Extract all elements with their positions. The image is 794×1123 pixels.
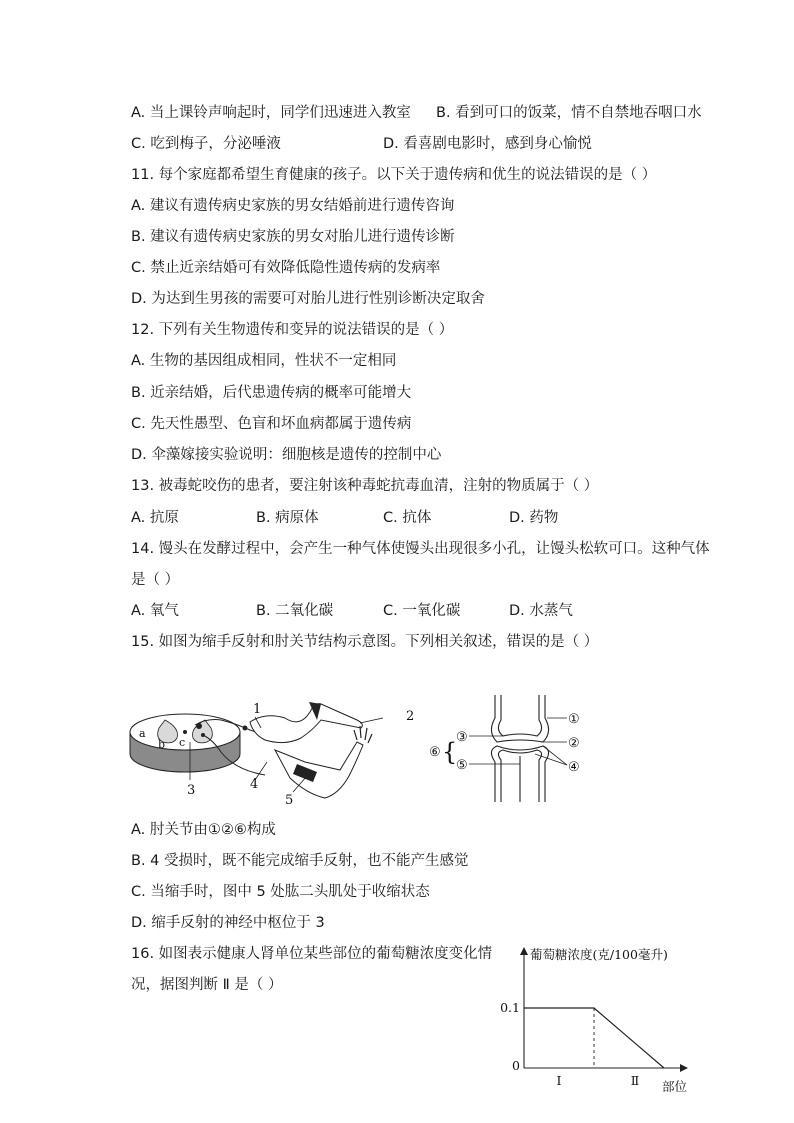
q13-option-a: A. 抗原 [131, 510, 179, 526]
y-axis-arrow [520, 947, 528, 955]
q12-option-d: D. 伞藻嫁接实验说明：细胞核是遗传的控制中心 [131, 447, 442, 463]
q14-stem-continued: 是（ ） [131, 572, 180, 588]
q14-option-d: D. 水蒸气 [509, 603, 573, 619]
q14-option-b: B. 二氧化碳 [256, 603, 334, 619]
glucose-concentration-chart [490, 940, 700, 1100]
joint-label-3: ③ [456, 730, 468, 745]
joint-brace: { [442, 738, 458, 766]
q13-option-b: B. 病原体 [256, 510, 319, 526]
joint-bones [491, 695, 548, 802]
y-tick-label-zero: 0 [512, 1058, 520, 1073]
x-axis-arrow [680, 1064, 688, 1072]
q14-option-c: C. 一氧化碳 [383, 603, 461, 619]
q15-option-a: A. 肘关节由①②⑥构成 [131, 822, 276, 838]
joint-label-5: ⑤ [456, 758, 468, 773]
q15-option-c: C. 当缩手时，图中 5 处肱二头肌处于收缩状态 [131, 884, 430, 900]
q14-stem: 14. 馒头在发酵过程中，会产生一种气体使馒头出现很多小孔，让馒头松软可口。这种气体 [131, 541, 710, 557]
reflex-label-5: 5 [285, 793, 294, 808]
q10-option-c: C. 吃到梅子，分泌唾液 [131, 136, 281, 152]
x-axis-label: 部位 [662, 1079, 688, 1094]
q14-option-a: A. 氧气 [131, 603, 179, 619]
q11-option-a: A. 建议有遗传病史家族的男女结婚前进行遗传咨询 [131, 198, 455, 214]
q13-stem: 13. 被毒蛇咬伤的患者，要注射该种毒蛇抗毒血清，注射的物质属于（ ） [131, 478, 599, 494]
q11-option-c: C. 禁止近亲结婚可有效降低隐性遗传病的发病率 [131, 260, 441, 276]
reflex-label-3: 3 [187, 783, 196, 798]
q11-stem: 11. 每个家庭都希望生育健康的孩子。以下关于遗传病和优生的说法错误的是（ ） [131, 167, 657, 183]
q11-option-d: D. 为达到生男孩的需要可对胎儿进行性别诊断决定取舍 [131, 291, 485, 307]
q15-option-d: D. 缩手反射的神经中枢位于 3 [131, 915, 325, 931]
reflex-label-1: 1 [253, 702, 262, 717]
q12-stem: 12. 下列有关生物遗传和变异的说法错误的是（ ） [131, 322, 454, 338]
q16-stem-continued: 况，据图判断 Ⅱ 是（ ） [131, 977, 283, 993]
joint-label-1: ① [568, 712, 580, 727]
q15-stem: 15. 如图为缩手反射和肘关节结构示意图。下列相关叙述，错误的是（ ） [131, 634, 599, 650]
y-axis-label: 葡萄糖浓度(克/100毫升) [530, 947, 668, 962]
q12-option-b: B. 近亲结婚，后代患遗传病的概率可能增大 [131, 385, 412, 401]
q13-option-c: C. 抗体 [383, 510, 432, 526]
y-tick-label-top: 0.1 [500, 1000, 520, 1015]
joint-label-4: ④ [568, 760, 580, 775]
elbow-joint-figure [425, 690, 595, 810]
x-category-label-2: Ⅱ [630, 1073, 640, 1088]
reflex-label-4: 4 [250, 777, 259, 792]
q12-option-c: C. 先天性愚型、色盲和坏血病都属于遗传病 [131, 416, 412, 432]
q13-option-d: D. 药物 [509, 510, 559, 526]
q12-option-a: A. 生物的基因组成相同，性状不一定相同 [131, 353, 397, 369]
q11-option-b: B. 建议有遗传病史家族的男女对胎儿进行遗传诊断 [131, 229, 455, 245]
reflex-label-b: b [158, 738, 166, 751]
reflex-label-2: 2 [406, 709, 415, 724]
reflex-label-c: c [179, 736, 186, 749]
q15-option-b: B. 4 受损时，既不能完成缩手反射，也不能产生感觉 [131, 853, 469, 869]
reflex-label-a: a [139, 727, 146, 740]
joint-label-6: ⑥ [429, 745, 441, 760]
q16-stem: 16. 如图表示健康人肾单位某些部位的葡萄糖浓度变化情 [131, 946, 493, 962]
q10-option-a: A. 当上课铃声响起时，同学们迅速进入教室 [131, 105, 411, 121]
joint-label-2: ② [568, 736, 580, 751]
reflex-arc-figure [125, 690, 425, 815]
x-category-label-1: Ⅰ [556, 1073, 562, 1088]
q10-option-b: B. 看到可口的饭菜，情不自禁地吞咽口水 [436, 105, 702, 121]
q10-option-d: D. 看喜剧电影时，感到身心愉悦 [383, 136, 592, 152]
